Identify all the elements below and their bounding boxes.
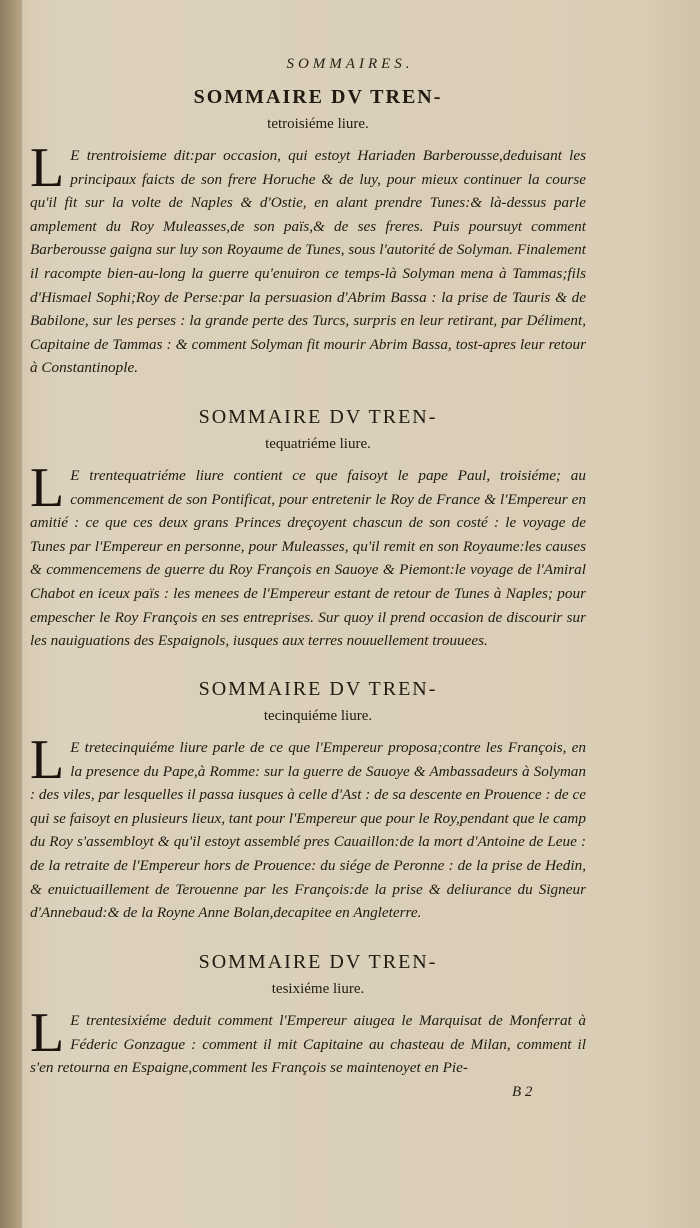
section-text: E trentequatriéme liure contient ce que faisoyt le pape Paul, troisiéme; au commencement de son Pontificat, pour entretenir le Roy de France & l'Empereur en amitié : ce que ces deux grans Princes dreçoyent chascun de son costé : le voyage de Tunes par l'Empereur en personne, pour Muleasses, qu'il remit en son Royaume:les causes & commencemens de guerre du Roy François en Sauoye & Piemont:le voyage de l'Amiral Chabot en iceux païs : les menees de l'Empereur estant de retour de Tunes à Naples; pour empescher le Roy François en ses entreprises. Sur quoy il prend occasion de discourir sur les nauiguations des Espaignols, iusques aux terres nouuellement trouuees. bbox=[30, 467, 586, 650]
section-body bbox=[30, 457, 586, 653]
summary-section-36 bbox=[30, 951, 586, 1080]
section-heading: SOMMAIRE DV TREN- bbox=[198, 951, 438, 973]
summary-section-35 bbox=[30, 678, 586, 925]
section-body bbox=[30, 137, 586, 380]
section-text: E trentroisieme dit:par occasion, qui estoyt Hariaden Barberousse,deduisant les principaux faicts de son frere Horuche & de luy, pour mieux continuer la course qu'il fit sur la volte de Naples & d'Ostie, en alant prendre Tunes:& là-dessus parle amplement du Roy Muleasses,de son païs,& de ses freres. Puis poursuyt comment Barberousse gaigna sur luy son Royaume de Tunes, sous l'autorité de Solyman. Finalement il racompte bien-au-long la guerre qu'enuiron ce temps-là Solyman mena à Tammas;fils d'Hismael Sophi;Roy de Perse:par la persuasion d'Abrim Bassa : la prise de Tauris & de Babilone, sur les perses : la grande perte des Turcs, surpris en leur retirant, par Déliment, Capitaine de Tammas : & comment Solyman fit mourir Abrim Bassa, tost-apres leur retour à Constantinople. bbox=[30, 147, 586, 377]
drop-cap: L bbox=[30, 137, 65, 199]
drop-cap: L bbox=[30, 729, 65, 791]
summary-section-34 bbox=[30, 406, 586, 653]
section-subheading: tetroisiéme liure. bbox=[267, 116, 369, 132]
signature-mark: B 2 bbox=[512, 1084, 533, 1100]
section-subheading: tesixiéme liure. bbox=[271, 981, 365, 997]
section-body bbox=[30, 1002, 586, 1080]
running-head: SOMMAIRES. bbox=[286, 56, 414, 72]
section-subheading: tequatriéme liure. bbox=[265, 436, 371, 452]
section-body bbox=[30, 729, 586, 925]
section-text: E trentesixiéme deduit comment l'Empereur aiugea le Marquisat de Monferrat à Féderic Gonzague : comment il mit Capitaine au chasteau de Milan, comment il s'en retourna en Espaigne,comment les François se maintenoyet en Pie- bbox=[30, 1012, 586, 1077]
section-heading: SOMMAIRE DV TREN- bbox=[198, 406, 438, 428]
drop-cap: L bbox=[30, 1002, 65, 1064]
section-heading: SOMMAIRE DV TREN- bbox=[198, 678, 438, 700]
section-subheading: tecinquiéme liure. bbox=[263, 708, 373, 724]
section-text: E tretecinquiéme liure parle de ce que l'Empereur proposa;contre les François, en la presence du Pape,à Romme: sur la guerre de Sauoye & Ambassadeurs à Solyman : des viles, par lesquelles il passa iusques à celle d'Ast : de sa descente en Prouence : de ce qui se faisoyt en plusieurs lieux, tant pour l'Empereur que pour le Roy,pendant que le camp du Roy s'assembloyt & qu'il estoyt assemblé pres Cauaillon:de la mort d'Antoine de Leue : de la retraite de l'Empereur hors de Prouence: du siége de Peronne : de la prise de Hedin, & enuictuaillement de Terouenne par les François:de la prise & deliurance du Signeur d'Annebaud:& de la Royne Anne Bolan,decapitee en Angleterre. bbox=[30, 739, 586, 922]
summary-section-33 bbox=[30, 86, 586, 380]
drop-cap: L bbox=[30, 457, 65, 519]
section-heading: SOMMAIRE DV TREN- bbox=[193, 86, 443, 108]
page-gutter bbox=[0, 0, 22, 1228]
